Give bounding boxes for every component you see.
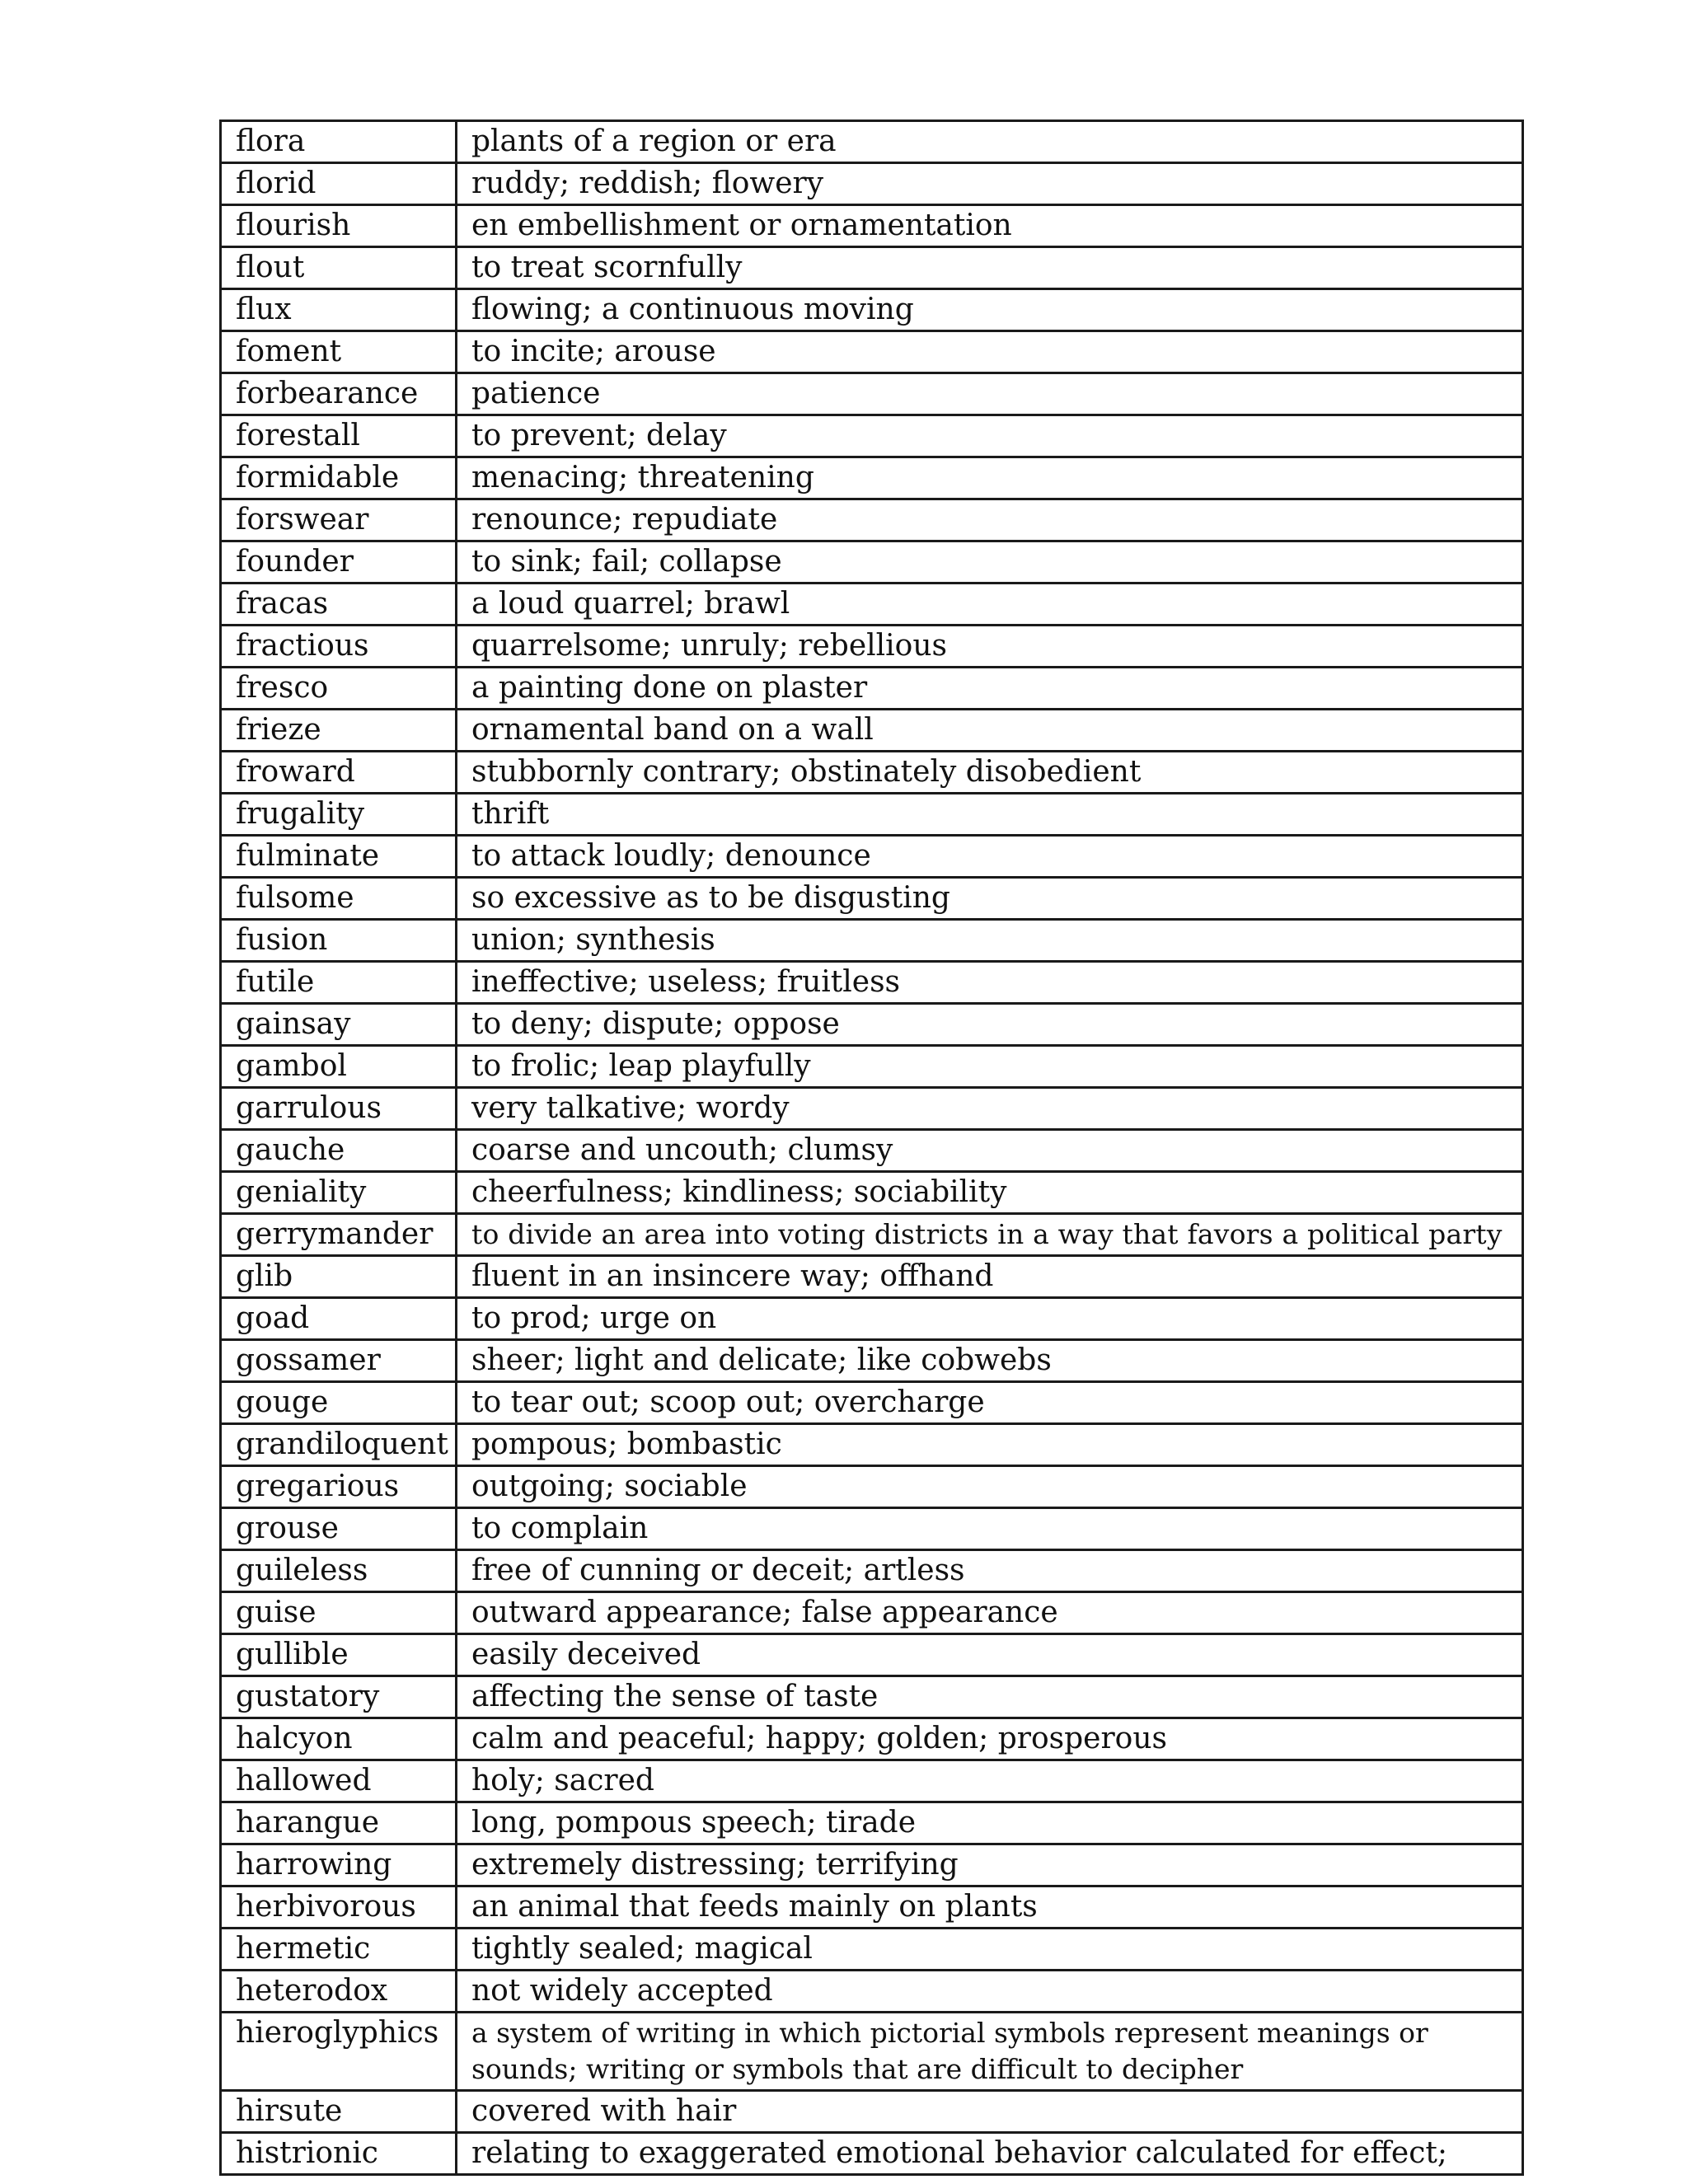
- table-row: [221, 1886, 1523, 1929]
- word-cell: flora: [221, 121, 457, 163]
- table-row: [221, 1802, 1523, 1844]
- word-cell: gambol: [221, 1046, 457, 1088]
- table-row: [221, 2133, 1523, 2175]
- word-cell: grouse: [221, 1508, 457, 1550]
- table-row: [221, 752, 1523, 794]
- table-row: [221, 583, 1523, 626]
- definition-cell: outward appearance; false appearance: [457, 1592, 1523, 1634]
- table-row: [221, 1718, 1523, 1760]
- definition-cell: fluent in an insincere way; offhand: [457, 1256, 1523, 1298]
- definition-cell: plants of a region or era: [457, 121, 1523, 163]
- word-cell: halcyon: [221, 1718, 457, 1760]
- definition-cell: quarrelsome; unruly; rebellious: [457, 626, 1523, 668]
- definition-cell: menacing; threatening: [457, 457, 1523, 499]
- word-cell: hieroglyphics: [221, 2013, 457, 2091]
- definition-cell: sheer; light and delicate; like cobwebs: [457, 1340, 1523, 1382]
- table-row: [221, 2091, 1523, 2133]
- word-cell: formidable: [221, 457, 457, 499]
- table-row: [221, 920, 1523, 962]
- word-cell: harangue: [221, 1802, 457, 1844]
- table-row: [221, 1508, 1523, 1550]
- word-cell: goad: [221, 1298, 457, 1340]
- word-cell: forswear: [221, 499, 457, 541]
- table-row: [221, 1088, 1523, 1130]
- definition-cell: to deny; dispute; oppose: [457, 1004, 1523, 1046]
- word-cell: grandiloquent: [221, 1424, 457, 1466]
- table-row: [221, 289, 1523, 331]
- definition-cell: to tear out; scoop out; overcharge: [457, 1382, 1523, 1424]
- definition-cell: en embellishment or ornamentation: [457, 205, 1523, 247]
- table-row: [221, 1592, 1523, 1634]
- word-cell: florid: [221, 163, 457, 205]
- word-cell: forbearance: [221, 373, 457, 415]
- definition-cell: a loud quarrel; brawl: [457, 583, 1523, 626]
- word-cell: gregarious: [221, 1466, 457, 1508]
- word-cell: gullible: [221, 1634, 457, 1676]
- table-row: [221, 457, 1523, 499]
- table-row: [221, 247, 1523, 289]
- definition-cell: affecting the sense of taste: [457, 1676, 1523, 1718]
- definition-cell: to sink; fail; collapse: [457, 541, 1523, 583]
- definition-cell: extremely distressing; terrifying: [457, 1844, 1523, 1886]
- definition-cell: covered with hair: [457, 2091, 1523, 2133]
- table-row: [221, 1256, 1523, 1298]
- definition-cell: renounce; repudiate: [457, 499, 1523, 541]
- word-cell: gerrymander: [221, 1214, 457, 1256]
- definition-cell: ruddy; reddish; flowery: [457, 163, 1523, 205]
- table-row: [221, 668, 1523, 710]
- word-cell: frugality: [221, 794, 457, 836]
- definition-cell: union; synthesis: [457, 920, 1523, 962]
- table-row: [221, 1298, 1523, 1340]
- definition-cell: calm and peaceful; happy; golden; prosperous: [457, 1718, 1523, 1760]
- word-cell: forestall: [221, 415, 457, 457]
- table-row: [221, 1172, 1523, 1214]
- table-row: [221, 205, 1523, 247]
- word-cell: hallowed: [221, 1760, 457, 1802]
- definition-cell: patience: [457, 373, 1523, 415]
- table-row: [221, 1130, 1523, 1172]
- word-cell: foment: [221, 331, 457, 373]
- word-cell: fractious: [221, 626, 457, 668]
- definition-cell: to complain: [457, 1508, 1523, 1550]
- word-cell: hirsute: [221, 2091, 457, 2133]
- definition-cell: ornamental band on a wall: [457, 710, 1523, 752]
- word-cell: garrulous: [221, 1088, 457, 1130]
- table-row: [221, 121, 1523, 163]
- word-cell: guileless: [221, 1550, 457, 1592]
- table-row: [221, 1424, 1523, 1466]
- table-row: [221, 1004, 1523, 1046]
- word-cell: froward: [221, 752, 457, 794]
- word-cell: fracas: [221, 583, 457, 626]
- word-cell: frieze: [221, 710, 457, 752]
- word-cell: heterodox: [221, 1971, 457, 2013]
- vocabulary-table-body: [221, 121, 1523, 2175]
- table-row: [221, 836, 1523, 878]
- word-cell: gouge: [221, 1382, 457, 1424]
- word-cell: harrowing: [221, 1844, 457, 1886]
- table-row: [221, 962, 1523, 1004]
- definition-cell: stubbornly contrary; obstinately disobedient: [457, 752, 1523, 794]
- definition-cell: to prod; urge on: [457, 1298, 1523, 1340]
- word-cell: founder: [221, 541, 457, 583]
- definition-cell: holy; sacred: [457, 1760, 1523, 1802]
- definition-cell: an animal that feeds mainly on plants: [457, 1886, 1523, 1929]
- word-cell: gossamer: [221, 1340, 457, 1382]
- table-row: [221, 1382, 1523, 1424]
- word-cell: geniality: [221, 1172, 457, 1214]
- word-cell: gauche: [221, 1130, 457, 1172]
- definition-cell: relating to exaggerated emotional behavior calculated for effect;: [457, 2133, 1523, 2175]
- word-cell: glib: [221, 1256, 457, 1298]
- definition-cell: easily deceived: [457, 1634, 1523, 1676]
- definition-cell: thrift: [457, 794, 1523, 836]
- word-cell: fulsome: [221, 878, 457, 920]
- table-row: [221, 541, 1523, 583]
- word-cell: flourish: [221, 205, 457, 247]
- table-row: [221, 331, 1523, 373]
- table-row: [221, 415, 1523, 457]
- table-row: [221, 1971, 1523, 2013]
- table-row: [221, 1634, 1523, 1676]
- table-row: [221, 1760, 1523, 1802]
- definition-cell: very talkative; wordy: [457, 1088, 1523, 1130]
- word-cell: guise: [221, 1592, 457, 1634]
- definition-cell: pompous; bombastic: [457, 1424, 1523, 1466]
- definition-cell: to divide an area into voting districts in a way that favors a political party: [457, 1214, 1523, 1256]
- table-row: [221, 373, 1523, 415]
- word-cell: herbivorous: [221, 1886, 457, 1929]
- table-row: [221, 1340, 1523, 1382]
- definition-cell: free of cunning or deceit; artless: [457, 1550, 1523, 1592]
- definition-cell: to frolic; leap playfully: [457, 1046, 1523, 1088]
- definition-cell: cheerfulness; kindliness; sociability: [457, 1172, 1523, 1214]
- table-row: [221, 1844, 1523, 1886]
- definition-cell: not widely accepted: [457, 1971, 1523, 2013]
- table-row: [221, 794, 1523, 836]
- definition-cell: so excessive as to be disgusting: [457, 878, 1523, 920]
- word-cell: fusion: [221, 920, 457, 962]
- definition-cell: to attack loudly; denounce: [457, 836, 1523, 878]
- definition-cell: ineffective; useless; fruitless: [457, 962, 1523, 1004]
- table-row: [221, 1550, 1523, 1592]
- table-row: [221, 499, 1523, 541]
- word-cell: histrionic: [221, 2133, 457, 2175]
- word-cell: gainsay: [221, 1004, 457, 1046]
- table-row: [221, 878, 1523, 920]
- definition-cell: a painting done on plaster: [457, 668, 1523, 710]
- word-cell: gustatory: [221, 1676, 457, 1718]
- table-row: [221, 1046, 1523, 1088]
- word-cell: flux: [221, 289, 457, 331]
- table-row: [221, 2013, 1523, 2091]
- table-row: [221, 626, 1523, 668]
- table-row: [221, 1214, 1523, 1256]
- definition-cell: tightly sealed; magical: [457, 1929, 1523, 1971]
- table-row: [221, 1929, 1523, 1971]
- definition-cell: coarse and uncouth; clumsy: [457, 1130, 1523, 1172]
- word-cell: fresco: [221, 668, 457, 710]
- definition-cell: flowing; a continuous moving: [457, 289, 1523, 331]
- table-row: [221, 1466, 1523, 1508]
- definition-cell: a system of writing in which pictorial symbols represent meanings or sounds; writing or symbols that are difficult to decipher: [457, 2013, 1523, 2091]
- table-row: [221, 163, 1523, 205]
- vocabulary-table: [219, 120, 1524, 2176]
- word-cell: fulminate: [221, 836, 457, 878]
- definition-cell: to incite; arouse: [457, 331, 1523, 373]
- table-row: [221, 710, 1523, 752]
- word-cell: flout: [221, 247, 457, 289]
- definition-cell: outgoing; sociable: [457, 1466, 1523, 1508]
- definition-cell: to prevent; delay: [457, 415, 1523, 457]
- word-cell: hermetic: [221, 1929, 457, 1971]
- definition-cell: to treat scornfully: [457, 247, 1523, 289]
- definition-cell: long, pompous speech; tirade: [457, 1802, 1523, 1844]
- table-row: [221, 1676, 1523, 1718]
- word-cell: futile: [221, 962, 457, 1004]
